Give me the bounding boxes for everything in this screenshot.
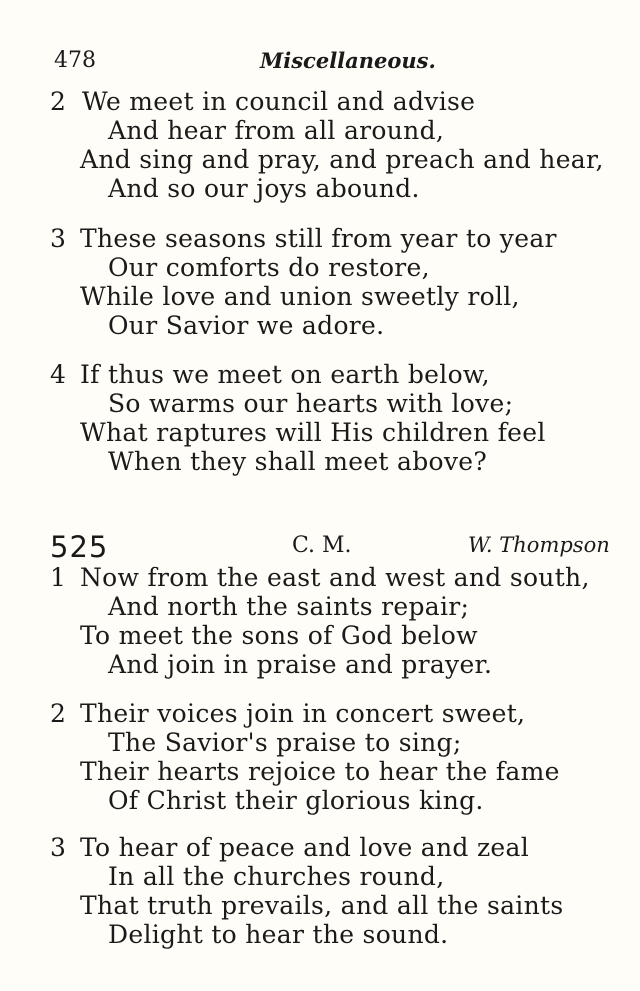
verse-line: If thus we meet on earth below, bbox=[80, 360, 490, 389]
verse-line: Of Christ their glorious king. bbox=[108, 786, 484, 815]
verse-line: And so our joys abound. bbox=[108, 174, 420, 203]
verse-line: Their hearts rejoice to hear the fame bbox=[80, 757, 560, 786]
page-number: 478 bbox=[54, 48, 96, 73]
hymn-author: W. Thompson bbox=[468, 533, 610, 557]
verse-line: Their voices join in concert sweet, bbox=[80, 699, 526, 728]
verse-line: So warms our hearts with love; bbox=[108, 389, 514, 418]
verse-line: The Savior's praise to sing; bbox=[108, 728, 462, 757]
verse-line: To hear of peace and love and zeal bbox=[80, 833, 530, 862]
stanza-number: 4 bbox=[50, 360, 66, 389]
running-title: Miscellaneous. bbox=[260, 48, 436, 73]
verse-line: Our Savior we adore. bbox=[108, 311, 385, 340]
verse-line: When they shall meet above? bbox=[108, 447, 488, 476]
stanza-number: 2 bbox=[50, 87, 66, 116]
verse-line: And hear from all around, bbox=[108, 116, 445, 145]
hymn-number: 525 bbox=[50, 530, 109, 564]
stanza-number: 3 bbox=[50, 224, 66, 253]
verse-line: While love and union sweetly roll, bbox=[80, 282, 520, 311]
hymn-meter: C. M. bbox=[292, 533, 352, 558]
verse-line: And north the saints repair; bbox=[108, 592, 470, 621]
verse-line: Our comforts do restore, bbox=[108, 253, 430, 282]
stanza-number: 3 bbox=[50, 833, 66, 862]
verse-line: What raptures will His children feel bbox=[80, 418, 546, 447]
page-header bbox=[0, 48, 640, 78]
verse-line: To meet the sons of God below bbox=[80, 621, 478, 650]
verse-line: In all the churches round, bbox=[108, 862, 445, 891]
verse-line: Delight to hear the sound. bbox=[108, 920, 449, 949]
verse-line: Now from the east and west and south, bbox=[80, 563, 590, 592]
stanza-number: 1 bbox=[50, 563, 66, 592]
hymn-header bbox=[0, 530, 640, 564]
verse-line: And join in praise and prayer. bbox=[108, 650, 493, 679]
verse-line: These seasons still from year to year bbox=[80, 224, 557, 253]
stanza-number: 2 bbox=[50, 699, 66, 728]
verse-line: And sing and pray, and preach and hear, bbox=[80, 145, 604, 174]
verse-line: That truth prevails, and all the saints bbox=[80, 891, 564, 920]
verse-line: We meet in council and advise bbox=[82, 87, 476, 116]
